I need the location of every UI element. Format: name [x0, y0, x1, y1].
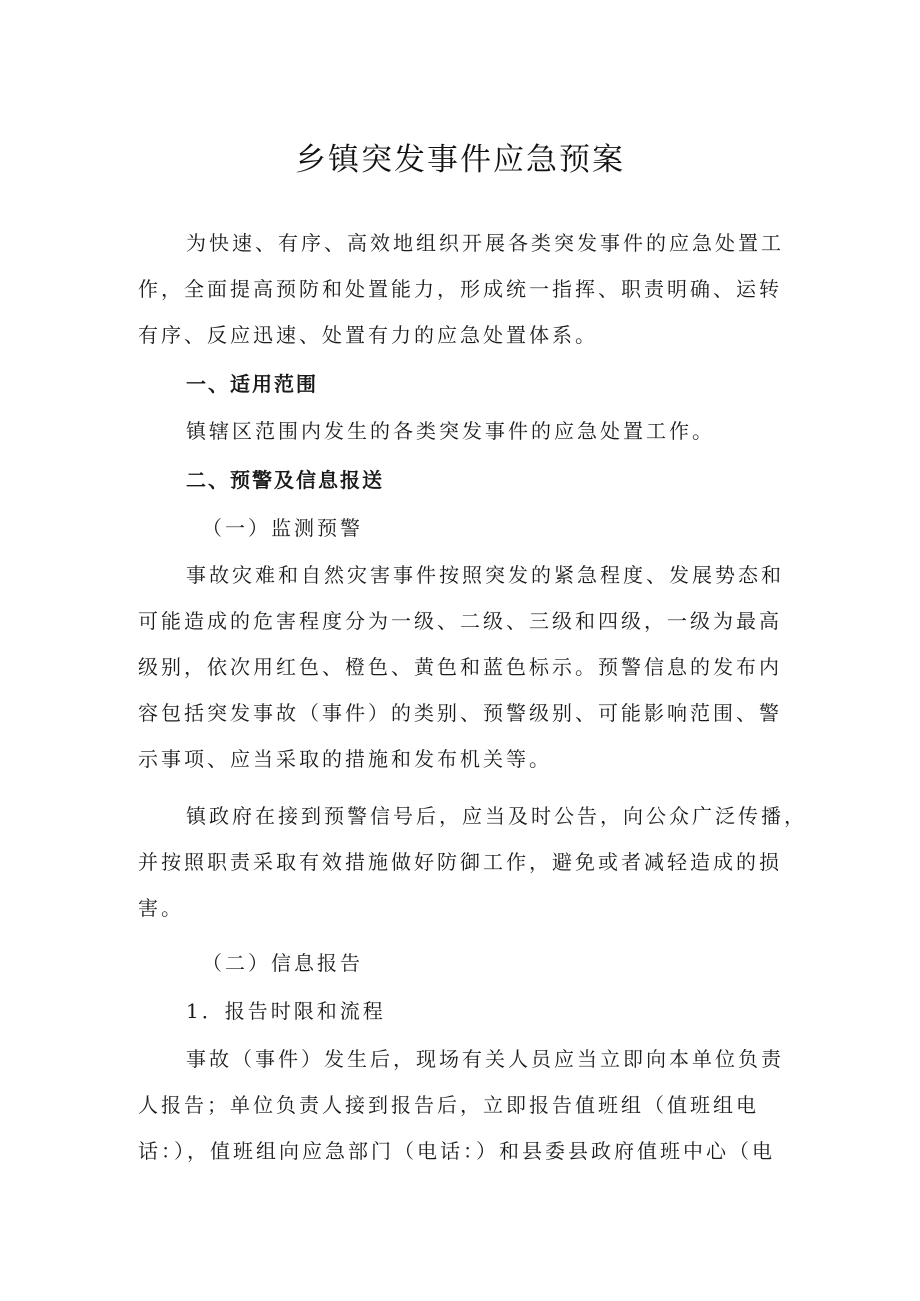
- subsection-heading-reporting: （二）信息报告: [202, 951, 363, 975]
- section-body-scope: 镇辖区范围内发生的各类突发事件的应急处置工作。: [186, 419, 715, 443]
- intro-paragraph: [138, 220, 790, 358]
- document-title: 乡镇突发事件应急预案: [295, 142, 625, 178]
- monitoring-paragraph-1: [138, 552, 790, 782]
- monitoring-paragraph-2: [138, 793, 807, 931]
- paragraph-line: 事故灾难和自然灾害事件按照突发的紧急程度、发展势态和: [186, 563, 784, 587]
- intro-line: 有序、反应迅速、处置有力的应急处置体系。: [138, 323, 598, 347]
- item-heading-time-limit: 1．报告时限和流程: [186, 999, 386, 1023]
- paragraph-line: 容包括突发事故（事件）的类别、预警级别、可能影响范围、警: [138, 701, 782, 725]
- section-heading-warning: 二、预警及信息报送: [186, 468, 384, 492]
- paragraph-line: 并按照职责采取有效措施做好防御工作，避免或者减轻造成的损: [138, 850, 782, 874]
- reporting-paragraph: [138, 1036, 790, 1174]
- paragraph-line: 事故（事件）发生后，现场有关人员应当立即向本单位负责: [186, 1047, 784, 1071]
- paragraph-line: 示事项、应当采取的措施和发布机关等。: [138, 747, 552, 771]
- paragraph-line: 级别，依次用红色、橙色、黄色和蓝色标示。预警信息的发布内: [138, 655, 782, 679]
- paragraph-line: 镇政府在接到预警信号后，应当及时公告，向公众广泛传播，: [186, 804, 807, 828]
- intro-line: 为快速、有序、高效地组织开展各类突发事件的应急处置工: [186, 231, 784, 255]
- paragraph-line: 人报告；单位负责人接到报告后，立即报告值班组（值班组电: [138, 1093, 759, 1117]
- paragraph-line: 话：），值班组向应急部门（电话：）和县委县政府值班中心（电: [138, 1139, 775, 1163]
- subsection-heading-monitoring: （一）监测预警: [202, 516, 363, 540]
- section-heading-scope: 一、适用范围: [186, 372, 318, 396]
- paragraph-line: 可能造成的危害程度分为一级、二级、三级和四级，一级为最高: [138, 609, 782, 633]
- intro-line: 作，全面提高预防和处置能力，形成统一指挥、职责明确、运转: [138, 277, 782, 301]
- paragraph-line: 害。: [138, 896, 184, 920]
